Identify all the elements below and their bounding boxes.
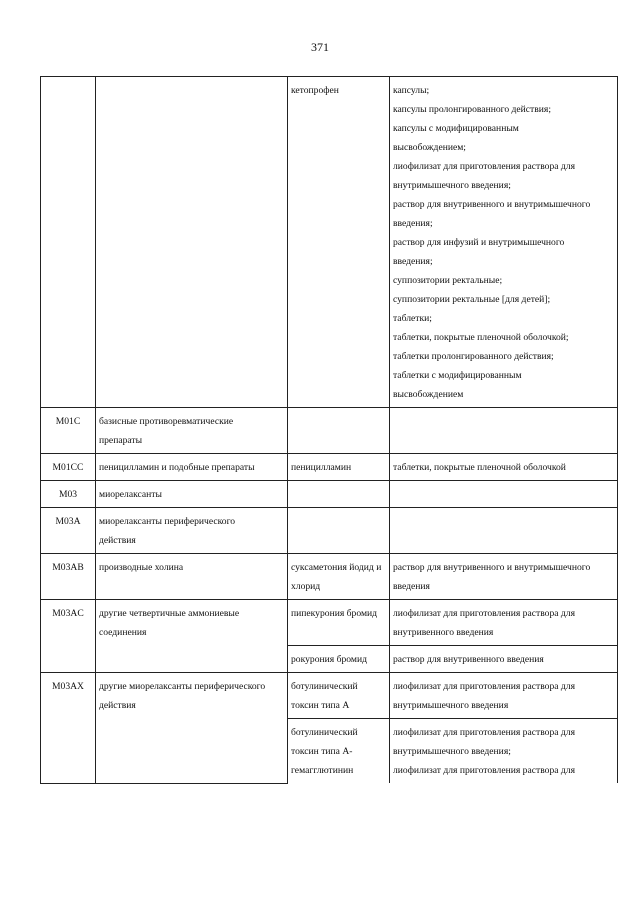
drug-name-cell: пипекурония бромид: [288, 600, 390, 646]
group-line: производные холина: [99, 562, 184, 573]
atc-code-cell: [41, 77, 96, 408]
atc-code-cell: M03AX: [41, 673, 96, 784]
table-row: [41, 481, 618, 508]
drug-name-line: ботулинический: [291, 727, 358, 738]
atc-code-cell: M03AC: [41, 600, 96, 673]
dosage-form: введения: [393, 581, 430, 592]
dosage-form: лиофилизат для приготовления раствора для: [393, 681, 575, 692]
dosage-forms-cell: [390, 481, 618, 508]
atc-code-cell: M01CC: [41, 454, 96, 481]
group-cell: [96, 673, 288, 784]
drug-name-line: хлорид: [291, 581, 321, 592]
dosage-form: лиофилизат для приготовления раствора для: [393, 608, 575, 619]
dosage-form: лиофилизат для приготовления раствора для: [393, 727, 575, 738]
drug-name-cell: кетопрофен: [288, 77, 390, 408]
dosage-form: внутримышечного введения: [393, 700, 509, 711]
atc-code-cell: M03A: [41, 508, 96, 554]
dosage-form: высвобождением;: [393, 142, 466, 153]
dosage-form: таблетки с модифицированным: [393, 370, 522, 381]
dosage-form: раствор для внутривенного и внутримышечного: [393, 562, 591, 573]
drug-name-line: ботулинический: [291, 681, 358, 692]
drug-name-line: гемагглютинин: [291, 765, 354, 776]
table-row: [41, 554, 618, 600]
page-number: 371: [311, 40, 329, 54]
dosage-form: суппозитории ректальные [для детей];: [393, 294, 551, 305]
dosage-forms-cell: [390, 77, 618, 408]
dosage-form: капсулы пролонгированного действия;: [393, 104, 551, 115]
table-row: [41, 77, 618, 408]
dosage-forms-cell: [390, 673, 618, 719]
atc-code-cell: M03AB: [41, 554, 96, 600]
dosage-form: таблетки;: [393, 313, 432, 324]
dosage-forms-cell: [390, 508, 618, 554]
dosage-form: введения;: [393, 218, 433, 229]
group-cell: [96, 554, 288, 600]
dosage-form: капсулы;: [393, 85, 430, 96]
dosage-form: внутривенного введения: [393, 627, 494, 638]
group-cell: [96, 77, 288, 408]
dosage-form: таблетки, покрытые пленочной оболочкой;: [393, 332, 569, 343]
table-row: [41, 408, 618, 454]
dosage-form: раствор для инфузий и внутримышечного: [393, 237, 565, 248]
dosage-form: таблетки пролонгированного действия;: [393, 351, 554, 362]
group-line: пеницилламин и подобные препараты: [99, 462, 255, 473]
group-line: другие миорелаксанты периферического: [99, 681, 266, 692]
group-cell: [96, 454, 288, 481]
group-line: соединения: [99, 627, 147, 638]
drug-name-cell: [288, 673, 390, 719]
group-line: действия: [99, 700, 136, 711]
dosage-form: капсулы с модифицированным: [393, 123, 519, 134]
group-line: миорелаксанты периферического: [99, 516, 236, 527]
table-row: [41, 600, 618, 646]
dosage-form: внутримышечного введения;: [393, 180, 511, 191]
group-line: другие четвертичные аммониевые: [99, 608, 240, 619]
drug-name-cell: [288, 554, 390, 600]
atc-code-cell: M01C: [41, 408, 96, 454]
dosage-forms-cell: [390, 719, 618, 784]
drug-table: [40, 76, 618, 784]
group-cell: [96, 481, 288, 508]
group-line: действия: [99, 535, 136, 546]
dosage-forms-cell: раствор для внутривенного введения: [390, 646, 618, 673]
drug-name-cell: [288, 481, 390, 508]
drug-name-cell: [288, 408, 390, 454]
table-row: [41, 454, 618, 481]
drug-name-cell: пеницилламин: [288, 454, 390, 481]
dosage-form: раствор для внутривенного и внутримышечного: [393, 199, 591, 210]
dosage-form: внутримышечного введения;: [393, 746, 511, 757]
table-row: [41, 673, 618, 719]
group-line: миорелаксанты: [99, 489, 162, 500]
dosage-form: высвобождением: [393, 389, 464, 400]
dosage-forms-cell: таблетки, покрытые пленочной оболочкой: [390, 454, 618, 481]
dosage-form: суппозитории ректальные;: [393, 275, 503, 286]
group-cell: [96, 408, 288, 454]
drug-name-line: суксаметония йодид и: [291, 562, 382, 573]
atc-code-cell: M03: [41, 481, 96, 508]
table-row: [41, 508, 618, 554]
dosage-forms-cell: [390, 554, 618, 600]
dosage-forms-cell: [390, 408, 618, 454]
group-line: препараты: [99, 435, 143, 446]
drug-name-line: токсин типа A: [291, 700, 350, 711]
drug-name-line: токсин типа A-: [291, 746, 353, 757]
group-cell: [96, 600, 288, 673]
dosage-form: лиофилизат для приготовления раствора для: [393, 161, 575, 172]
dosage-form: лиофилизат для приготовления раствора для: [393, 765, 575, 776]
dosage-forms-cell: [390, 600, 618, 646]
group-line: базисные противоревматические: [99, 416, 234, 427]
drug-name-cell: рокурония бромид: [288, 646, 390, 673]
drug-name-cell: [288, 719, 390, 784]
dosage-form: введения;: [393, 256, 433, 267]
drug-name-cell: [288, 508, 390, 554]
group-cell: [96, 508, 288, 554]
